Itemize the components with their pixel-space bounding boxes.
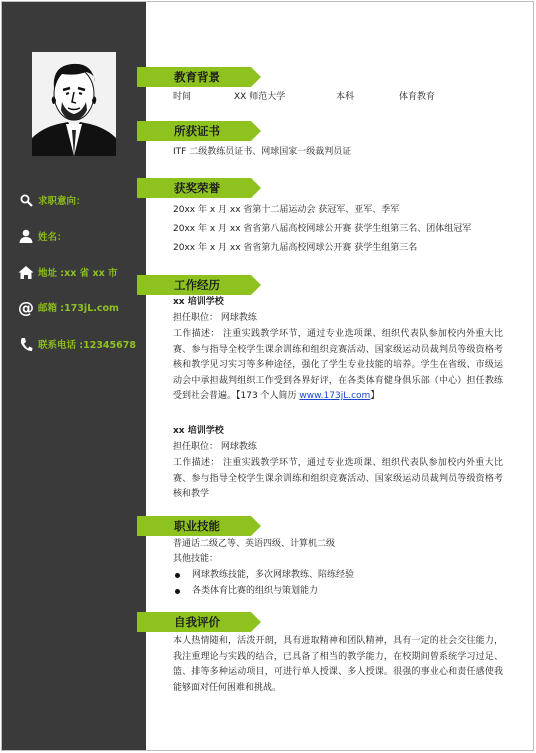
sidebar-item-address — [18, 264, 118, 280]
sidebar-item-label: 求职意向： — [38, 196, 86, 207]
job-position: 担任职位： 网球教练 — [173, 442, 257, 452]
sidebar-item-label: 姓名： — [38, 232, 67, 243]
bullet-icon — [175, 589, 180, 594]
section-title: 工作经历 — [174, 278, 220, 292]
section-title: 所获证书 — [174, 124, 220, 138]
sidebar-item-phone — [18, 336, 136, 352]
section-title: 职业技能 — [174, 519, 220, 533]
section-title: 自我评价 — [174, 615, 220, 629]
job-company: xx 培训学校 — [173, 426, 224, 436]
phone-icon — [18, 336, 34, 352]
person-icon — [18, 228, 34, 244]
job-description — [173, 327, 503, 405]
sidebar-item-email — [18, 299, 119, 315]
job-company: xx 培训学校 — [173, 297, 224, 307]
section-title: 教育背景 — [174, 70, 220, 84]
honor-item: 20xx 年 x 月 xx 省第十二届运动会 获冠军、亚军、季军 — [173, 205, 400, 215]
job-description: 工作描述： 注重实践教学环节，通过专业选项课、组织代表队参加校内外重大比赛、参与指导全校学生课余训练和组织竞赛活动、国家级运动员裁判员等级资格考核和教学 — [173, 458, 503, 499]
education-school: XX 师范大学 — [234, 92, 286, 102]
job-description-suffix: 】 — [370, 391, 380, 401]
honor-item: 20xx 年 x 月 xx 省省第八届高校网球公开赛 获学生组第三名、团体组冠军 — [173, 224, 472, 234]
sidebar-item-label: 地址 :xx 省 xx 市 — [38, 268, 118, 279]
profile-photo — [32, 52, 116, 156]
section-title: 获奖荣誉 — [174, 181, 220, 195]
self-evaluation-text: 本人热情随和，活泼开朗，具有进取精神和团队精神，具有一定的社会交往能力，我注重理论与实践的结合，已具备了相当的教学能力，在校期间曾系统学习过足、篮、排等多种运动项目，可进行单人授课、多人授课。很强的事业心和责任感使我能够面对任何困难和挑战。 — [173, 636, 503, 693]
skill-bullet-item: 网球教练技能，多次网球教练、陪练经验 — [192, 570, 355, 580]
sidebar-item-name — [18, 228, 67, 244]
education-major: 体育教育 — [399, 92, 436, 102]
website-link[interactable]: www.173jL.com — [299, 391, 371, 401]
search-icon — [18, 192, 34, 208]
skill-bullet-item: 各类体育比赛的组织与策划能力 — [192, 586, 319, 596]
sidebar-item-label: 邮箱 :173jL.com — [38, 303, 119, 314]
skills-line: 其他技能： — [173, 554, 219, 564]
at-icon: @ — [18, 297, 34, 317]
bullet-icon — [175, 573, 180, 578]
home-icon — [18, 264, 34, 280]
sidebar-item-objective — [18, 192, 86, 208]
education-time: 时间 — [173, 92, 192, 102]
job-position: 担任职位： 网球教练 — [173, 313, 257, 323]
education-degree: 本科 — [336, 92, 355, 102]
skills-line: 普通话二级乙等、英语四级、计算机二级 — [173, 539, 336, 549]
job-description-text: 工作描述： 注重实践教学环节，通过专业选项课、组织代表队参加校内外重大比赛、参与指导全校学生课余训练和组织竞赛活动、国家级运动员裁判员等级资格考核和教学见习实习等多种途径，强化了学生专业技能的培养。学生在省级、市级运动会中承担裁判组织工作受到各界好评，在各类体育健身俱乐部（中心）担任教练受到社会普遍。【173 个人简历 — [173, 329, 503, 401]
honor-item: 20xx 年 x 月 xx 省省第九届高校网球公开赛 获学生组第三名 — [173, 243, 418, 253]
certificates-text: ITF 二级教练员证书、网球国家一级裁判员证 — [173, 147, 352, 157]
sidebar-item-label: 联系电话 :12345678 — [38, 340, 136, 351]
